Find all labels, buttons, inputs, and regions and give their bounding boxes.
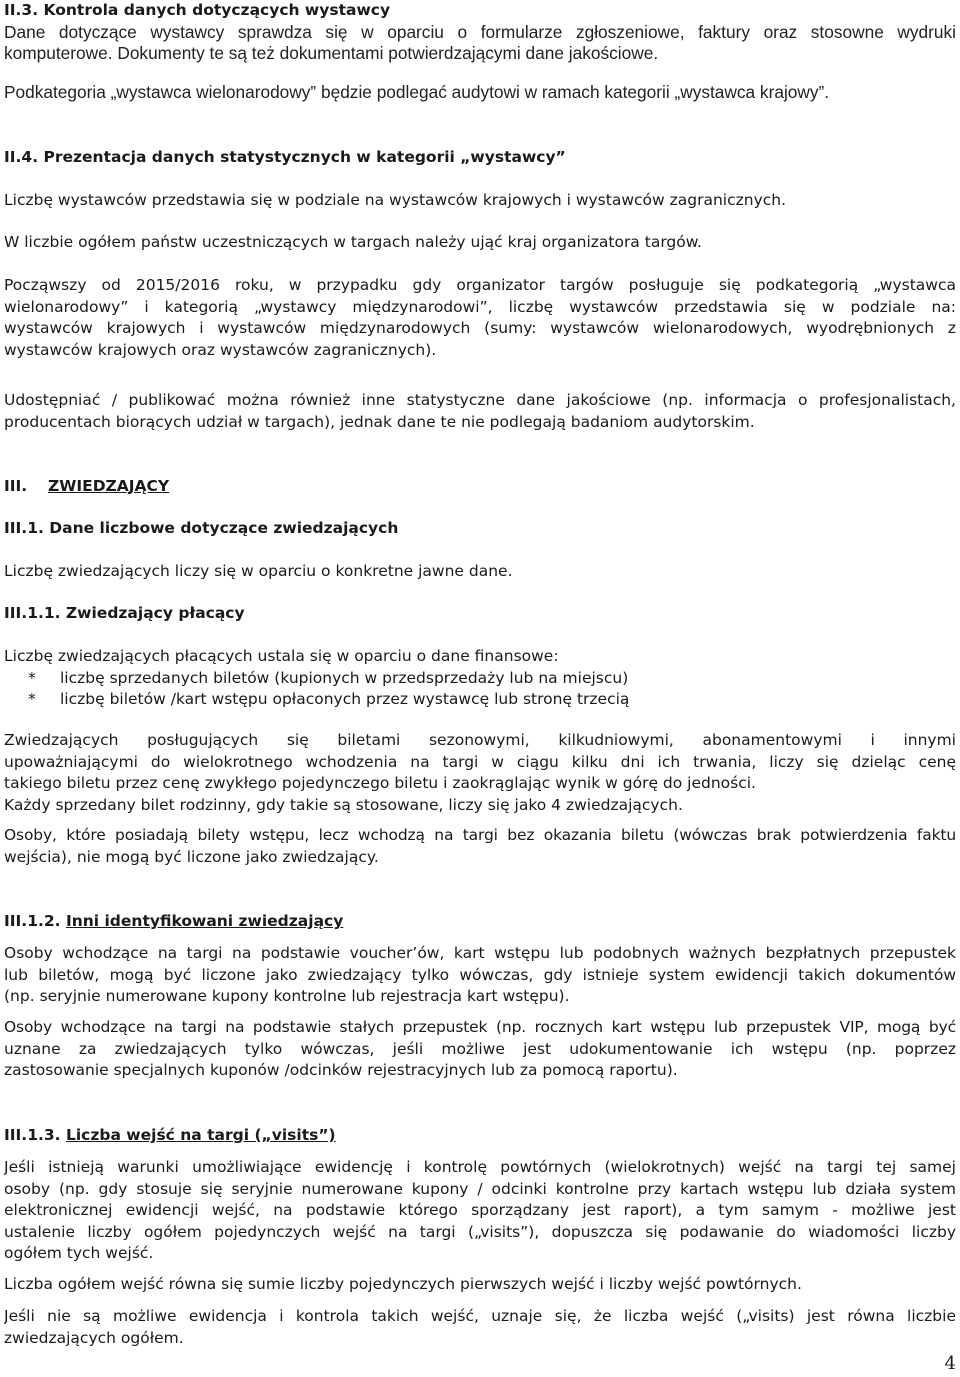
paragraph-line: Zwiedzających posługujących się biletami sezonowymi, kilkudniowymi, abonamentowymi i innymi: [4, 731, 956, 749]
section-number: III.: [4, 477, 28, 495]
paragraph-line: Podkategoria „wystawca wielonarodowy” będzie podlegać audytowi w ramach kategorii „wystawca krajowy”.: [4, 82, 830, 102]
paragraph-line: ogółem tych wejść.: [4, 1244, 154, 1262]
paragraph: [4, 232, 956, 254]
paragraph-line: zwiedzających ogółem.: [4, 1328, 184, 1347]
paragraph-line: Dane dotyczące wystawcy sprawdza się w oparciu o formularze zgłoszeniowe, faktury oraz stosowne wydruki: [4, 21, 956, 42]
paragraph: [4, 730, 956, 816]
paragraph-line: Osoby wchodzące na targi na podstawie stałych przepustek (np. rocznych kart wstępu lub przepustek VIP, mogą być: [4, 1018, 956, 1036]
paragraph: [4, 1157, 956, 1265]
paragraph-line: Każdy sprzedany bilet rodzinny, gdy takie są stosowane, liczy się jako 4 zwiedzających.: [4, 795, 683, 814]
section-title: Liczba wejść na targi („visits”): [65, 1126, 336, 1144]
paragraph-line: Jeśli istnieją warunki umożliwiające ewidencję i kontrolę powtórnych (wielokrotnych) wejść na targi tej samej: [4, 1158, 956, 1176]
section-title: Inni identyfikowani zwiedzający: [65, 912, 344, 930]
paragraph-line: osoby (np. gdy stosuje się seryjnie numerowane kupony / odcinki kontrolne przy kartach wstępu lub działa system: [4, 1179, 956, 1198]
section-heading: II.4. Prezentacja danych statystycznych w kategorii „wystawcy”: [4, 148, 566, 166]
paragraph-line: Począwszy od 2015/2016 roku, w przypadku gdy organizator targów posługuje się podkategorią „wystawca: [4, 276, 956, 294]
paragraph: [4, 190, 956, 212]
section-heading: [4, 1125, 956, 1147]
paragraph-line: elektronicznej ewidencji wejść, na podstawie którego sporządzany jest raport), a tym samym - możliwe jest: [4, 1201, 956, 1219]
paragraph: [4, 943, 956, 1008]
paragraph-line: komputerowe. Dokumenty te są też dokumentami potwierdzającymi dane jakościowe.: [4, 43, 659, 63]
bullet-mark: *: [28, 668, 36, 687]
section-number: III.1.3.: [4, 1126, 61, 1144]
page-number: 4: [944, 1353, 956, 1374]
section-ii3: [4, 0, 956, 65]
paragraph-line: lub biletów, mogą być liczone jako zwiedzający tylko wówczas, gdy istnieje system ewidencji takich dokumentów: [4, 965, 956, 984]
list-item: [4, 689, 956, 711]
paragraph: [4, 1274, 956, 1296]
paragraph-line: Liczbę zwiedzających płacących ustala się w oparciu o dane finansowe:: [4, 647, 559, 665]
list-item: [4, 668, 956, 690]
list-item-text: liczbę biletów /kart wstępu opłaconych przez wystawcę lub stronę trzecią: [60, 690, 630, 708]
section-heading: III.1.1. Zwiedzający płacący: [4, 604, 245, 622]
paragraph-line: zastosowanie specjalnych kuponów /odcinków rejestracyjnych lub za pomocą raportu).: [4, 1061, 678, 1079]
paragraph: [4, 390, 956, 433]
section-iii13-heading: [4, 1125, 956, 1147]
section-ii4-heading: [4, 147, 956, 169]
section-title: ZWIEDZAJĄCY: [48, 477, 170, 495]
paragraph-line: takiego biletu przez cenę zwykłego pojedynczego biletu i zaokrąglając wynik w górę do jedności.: [4, 774, 756, 792]
paragraph: [4, 1017, 956, 1082]
paragraph: [4, 82, 956, 104]
paragraph-line: W liczbie ogółem państw uczestniczących w targach należy ująć kraj organizatora targów.: [4, 233, 702, 251]
section-heading: II.3. Kontrola danych dotyczących wystawcy: [4, 1, 391, 19]
paragraph-line: producentach biorących udział w targach), jednak dane te nie podlegają badaniom audytorskim.: [4, 412, 755, 431]
section-heading: [4, 911, 956, 933]
paragraph-line: wielonarodowy” i kategorią „wystawcy międzynarodowi”, liczbę wystawców przedstawia się w podziale na:: [4, 297, 956, 316]
section-iii1-heading: [4, 518, 956, 540]
paragraph-line: wejścia), nie mogą być liczone jako zwiedzający.: [4, 847, 379, 866]
section-iii12-heading: [4, 911, 956, 933]
paragraph-line: Udostępniać / publikować można również inne statystyczne dane jakościowe (np. informacja o profesjonalistach,: [4, 391, 956, 409]
paragraph-line: Liczbę zwiedzających liczy się w oparciu o konkretne jawne dane.: [4, 562, 513, 580]
paragraph-line: wystawców krajowych i wystawców międzynarodowych (sumy: wystawców wielonarodowych, wyodrębnionych z: [4, 319, 956, 337]
section-iii-heading: [4, 476, 956, 498]
paragraph-line: uznane za zwiedzających tylko wówczas, jeśli możliwe jest udokumentowanie ich wstępu (np. poprzez: [4, 1039, 956, 1058]
section-heading: [4, 476, 956, 498]
section-heading: III.1. Dane liczbowe dotyczące zwiedzających: [4, 519, 399, 537]
paragraph-line: upoważniającymi do wielokrotnego wchodzenia na targi w ciągu kilku dni ich trwania, liczy się dzieląc cenę: [4, 752, 956, 771]
paragraph: [4, 646, 956, 711]
paragraph-line: ustalenie liczby ogółem pojedynczych wejść na targi („visits”), dopuszcza się podawanie do wiadomości liczby: [4, 1222, 956, 1241]
section-number: III.1.2.: [4, 912, 61, 930]
paragraph-line: Liczba ogółem wejść równa się sumie liczby pojedynczych pierwszych wejść i liczby wejść powtórnych.: [4, 1275, 802, 1293]
list-item-text: liczbę sprzedanych biletów (kupionych w przedsprzedaży lub na miejscu): [60, 668, 629, 687]
paragraph: [4, 825, 956, 868]
paragraph-line: Osoby, które posiadają bilety wstępu, lecz wchodzą na targi bez okazania biletu (wówczas brak potwierdzenia faktu: [4, 826, 956, 844]
paragraph-line: wystawców krajowych oraz wystawców zagranicznych).: [4, 340, 437, 359]
bullet-mark: *: [28, 690, 36, 708]
paragraph-line: Liczbę wystawców przedstawia się w podziale na wystawców krajowych i wystawców zagranicznych.: [4, 191, 787, 209]
paragraph: [4, 1306, 956, 1349]
paragraph: [4, 275, 956, 361]
section-iii11-heading: [4, 603, 956, 625]
paragraph: [4, 561, 956, 583]
paragraph-line: Jeśli nie są możliwe ewidencja i kontrola takich wejść, uznaje się, że liczba wejść („visits) jest równa liczbie: [4, 1307, 956, 1325]
paragraph-line: Osoby wchodzące na targi na podstawie voucher’ów, kart wstępu lub podobnych ważnych bezpłatnych przepustek: [4, 944, 956, 962]
paragraph-line: (np. seryjnie numerowane kupony kontrolne lub rejestracja kart wstępu).: [4, 987, 570, 1005]
